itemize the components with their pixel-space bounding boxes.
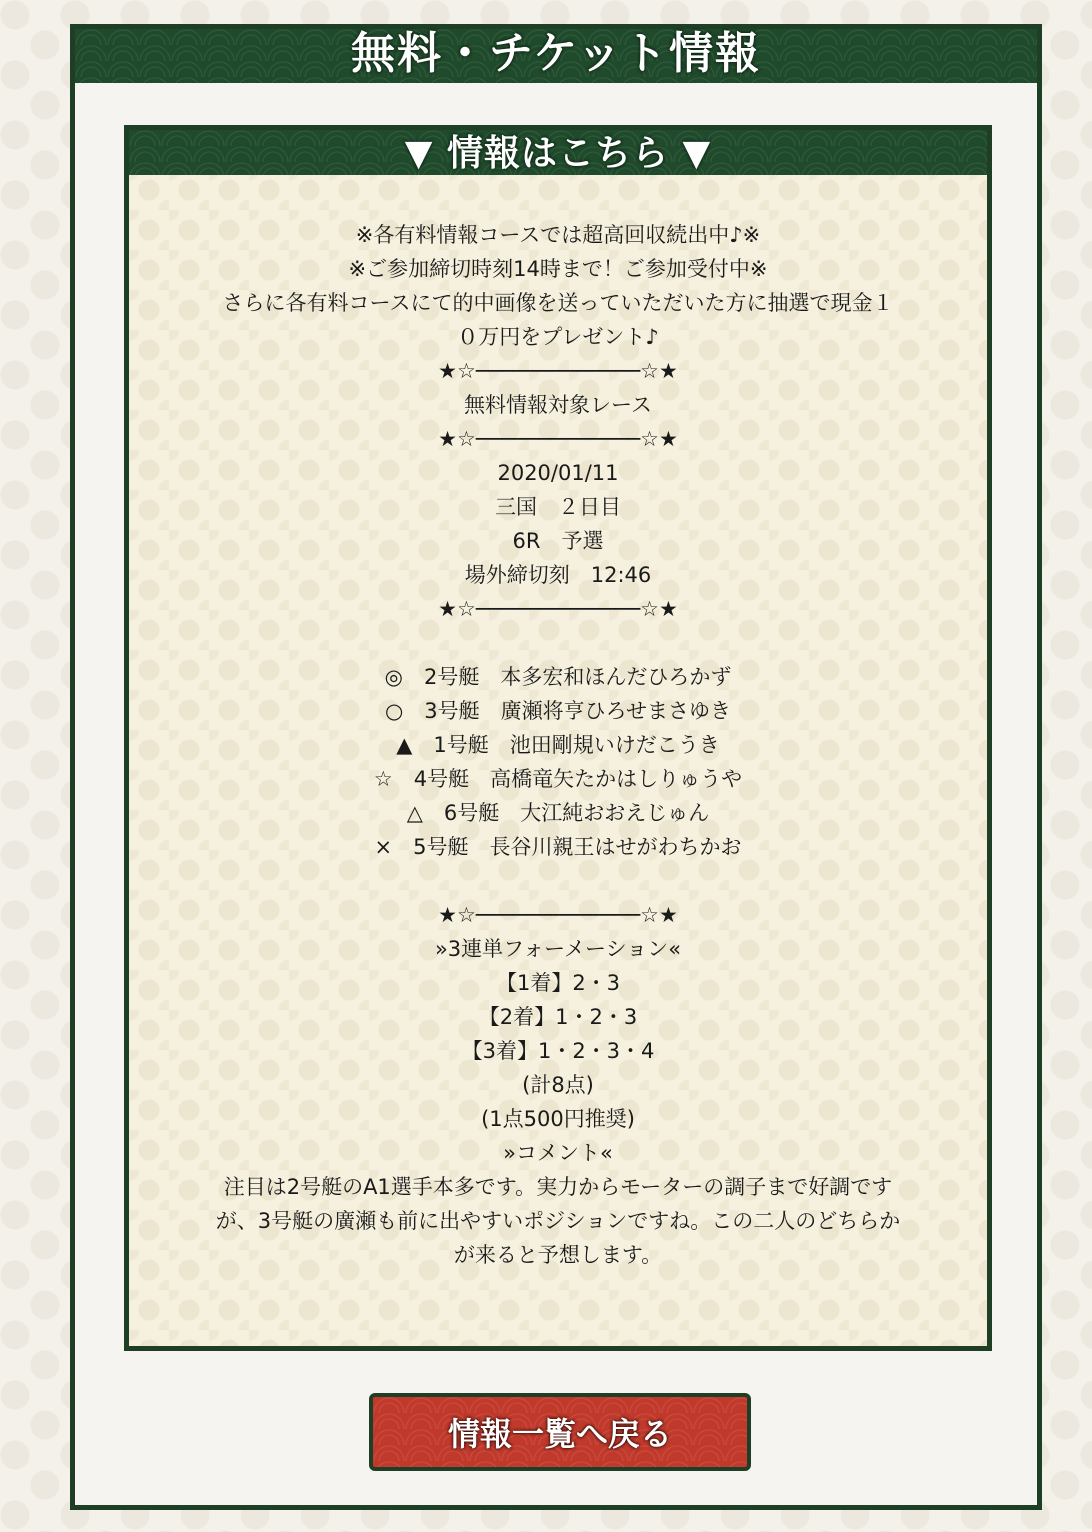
notice-line: さらに各有料コースにて的中画像を送っていただいた方に抽選で現金１０万円をプレゼント♪ — [222, 291, 894, 349]
info-header — [129, 130, 987, 175]
pick-line: ▲ 1号艇 池田剛規いけだこうき — [396, 733, 720, 757]
comment-text: 注目は2号艇のA1選手本多です。実力からモーターの調子まで好調ですが、3号艇の廣瀬も前に出やすいポジションですね。この二人のどちらかが来ると予想します。 — [215, 1175, 901, 1267]
spacer — [129, 864, 987, 898]
pick-line: ○ 3号艇 廣瀬将亨ひろせまさゆき — [384, 699, 732, 723]
formation-first: 【1着】2・3 — [495, 971, 621, 995]
separator: ★☆─────────────☆★ — [438, 427, 678, 451]
separator: ★☆─────────────☆★ — [438, 903, 678, 927]
pick-line: × 5号艇 長谷川親王はせがわちかお — [374, 835, 742, 859]
pick-line: △ 6号艇 大江純おおえじゅん — [406, 801, 710, 825]
comment-heading: »コメント« — [503, 1141, 613, 1165]
info-title: ▼ 情報はこちら ▼ — [404, 133, 712, 174]
free-ticket-info-panel — [70, 24, 1042, 1510]
formation-total: (計8点) — [522, 1073, 594, 1097]
info-box — [124, 125, 992, 1351]
formation-recommend: (1点500円推奨) — [481, 1107, 635, 1131]
formation-third: 【3着】1・2・3・4 — [461, 1039, 655, 1063]
pick-line: ☆ 4号艇 高橋竜矢たかはしりゅうや — [373, 767, 743, 791]
spacer — [129, 626, 987, 660]
race-deadline: 場外締切刻 12:46 — [464, 563, 652, 587]
race-heading: 無料情報対象レース — [464, 393, 652, 417]
page-title: 無料・チケット情報 — [350, 28, 762, 79]
race-date: 2020/01/11 — [497, 461, 619, 485]
separator: ★☆─────────────☆★ — [438, 359, 678, 383]
back-to-list-button[interactable] — [369, 1393, 751, 1471]
back-to-list-label: 情報一覧へ戻る — [447, 1415, 672, 1453]
formation-heading: »3連単フォーメーション« — [434, 937, 682, 961]
notice-line: ※各有料情報コースでは超高回収続出中♪※ — [355, 223, 761, 247]
formation-second: 【2着】1・2・3 — [478, 1005, 638, 1029]
panel-header — [75, 29, 1037, 83]
pick-line: ◎ 2号艇 本多宏和ほんだひろかず — [384, 665, 732, 689]
separator: ★☆─────────────☆★ — [438, 597, 678, 621]
race-venue-day: 三国 ２日目 — [495, 495, 621, 519]
notice-line: ※ご参加締切時刻14時まで！ご参加受付中※ — [348, 257, 768, 281]
race-name: 6R 予選 — [512, 529, 604, 553]
info-content — [129, 218, 987, 1272]
